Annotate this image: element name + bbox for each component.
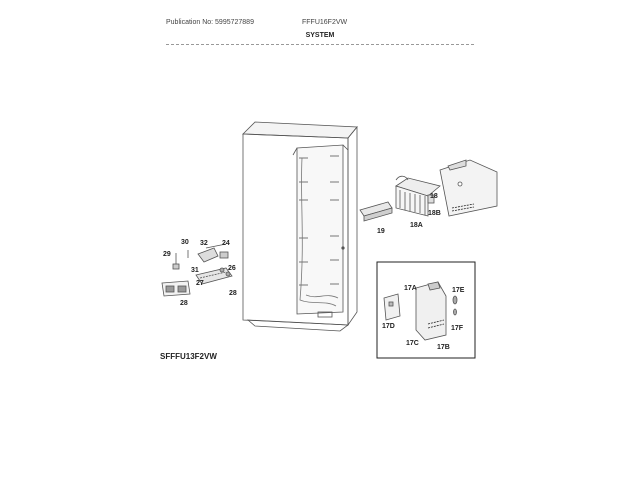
callout-30: 30 (181, 239, 189, 246)
section-title: SYSTEM (305, 32, 335, 39)
inset-detail-box (377, 262, 475, 358)
callout-17d: 17D (382, 323, 395, 330)
callout-17b: 17B (437, 344, 450, 351)
callout-18: 18 (430, 193, 438, 200)
model-number: FFFU16F2VW (302, 19, 348, 26)
callout-31: 31 (191, 267, 199, 274)
callout-17c: 17C (406, 340, 419, 347)
cabinet-drawing (243, 122, 357, 331)
callout-19: 19 (377, 228, 385, 235)
evap-cover-drawing (440, 160, 497, 216)
callout-18b: 18B (428, 210, 441, 217)
variant-model-label: SFFFU13F2VW (160, 352, 217, 361)
callout-24: 24 (222, 240, 230, 247)
callout-17f: 17F (451, 325, 464, 332)
callout-29: 29 (163, 251, 171, 258)
drain-trough-drawing (360, 202, 392, 221)
callout-28-left: 28 (180, 300, 188, 307)
callout-18a: 18A (410, 222, 423, 229)
callout-17a: 17A (404, 285, 417, 292)
publication-number: Publication No: 5995727889 (166, 19, 254, 26)
callout-28-right: 28 (229, 290, 237, 297)
callout-17e: 17E (452, 287, 465, 294)
callout-32: 32 (200, 240, 208, 247)
callout-26: 26 (228, 265, 236, 272)
callout-27: 27 (196, 280, 204, 287)
